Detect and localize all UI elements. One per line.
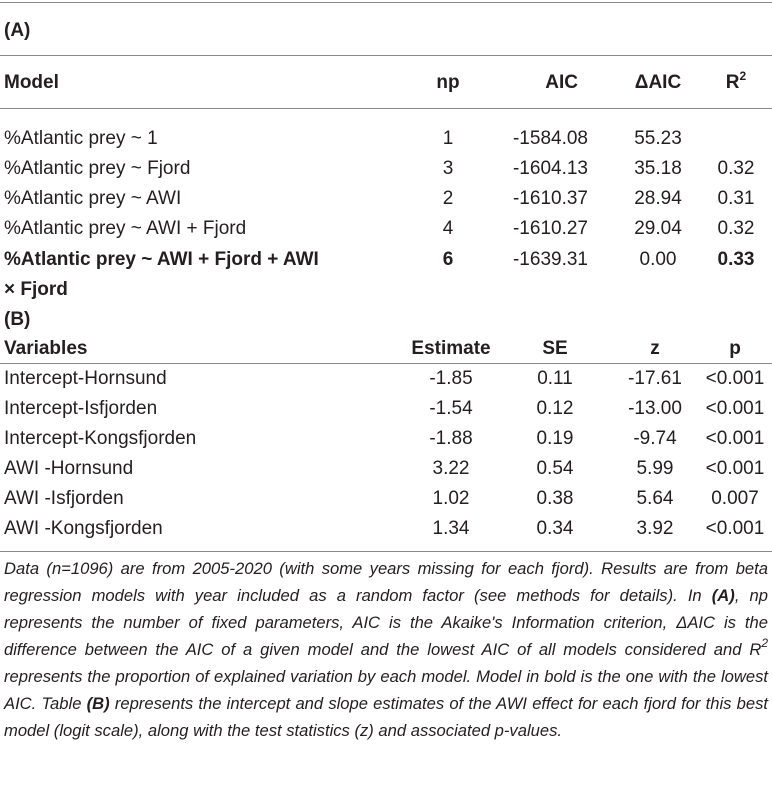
cell-z: 5.99 [636, 458, 674, 479]
cell-z: -9.74 [633, 428, 677, 449]
cell-np: 6 [442, 249, 454, 270]
cell-se: 0.38 [536, 488, 574, 509]
cell-p: <0.001 [705, 458, 765, 479]
cell-daic: 29.04 [634, 218, 682, 239]
cell-z: -17.61 [628, 368, 682, 389]
cell-se: 0.54 [536, 458, 574, 479]
cell-np: 1 [442, 128, 454, 149]
cell-p: 0.007 [711, 488, 759, 509]
top-rule [0, 2, 772, 3]
table-bottom-rule [0, 551, 772, 552]
cell-estimate: -1.88 [429, 428, 473, 449]
cell-p: <0.001 [705, 518, 765, 539]
cell-z: 5.64 [636, 488, 674, 509]
cell-daic: 0.00 [639, 249, 677, 270]
cell-variable: AWI -Kongsfjorden [4, 518, 163, 539]
cell-daic: 55.23 [634, 128, 682, 149]
cell-model-continued: × Fjord [4, 279, 68, 300]
cell-se: 0.12 [536, 398, 574, 419]
cell-np: 3 [442, 158, 454, 179]
table-footnote: Data (n=1096) are from 2005-2020 (with some years missing for each fjord). Results are from beta regression models with year included as a random factor (see methods for details). In (A), np represents the number of fixed parameters, AIC is the Akaike's Information criterion, ΔAIC is the difference between the AIC of a given model and the lowest AIC of all models considered and $R^2$ represents the proportion of explained variation by each model. Model in bold is the one with the lowest AIC. Table (B) represents the intercept and slope estimates of the AWI effect for each fjord for this best model (logit scale), along with the test statistics (z) and associated p-values. [4, 559, 768, 740]
header-variables: Variables [4, 338, 88, 359]
cell-aic: -1639.31 [512, 249, 588, 270]
cell-np: 4 [442, 218, 454, 239]
cell-variable: Intercept-Kongsfjorden [4, 428, 197, 449]
header-model: Model [4, 72, 59, 93]
table-a-header-rule [0, 108, 772, 109]
cell-r2: 0.32 [717, 158, 755, 179]
cell-se: 0.11 [537, 368, 573, 389]
cell-se: 0.34 [536, 518, 574, 539]
header-p: p [729, 338, 741, 359]
cell-variable: Intercept-Hornsund [4, 368, 167, 389]
cell-p: <0.001 [705, 398, 765, 419]
cell-r2: 0.32 [717, 218, 755, 239]
section-a-label: (A) [4, 20, 31, 41]
cell-r2: 0.33 [717, 249, 755, 270]
cell-z: -13.00 [628, 398, 682, 419]
cell-daic: 35.18 [634, 158, 682, 179]
section-b-label: (B) [4, 309, 31, 330]
table-b-header-rule [0, 363, 772, 364]
cell-p: <0.001 [705, 428, 765, 449]
cell-p: <0.001 [705, 368, 765, 389]
cell-aic: -1604.13 [512, 158, 588, 179]
cell-estimate: 3.22 [432, 458, 470, 479]
cell-model: %Atlantic prey ~ AWI + Fjord [4, 218, 247, 239]
cell-model: %Atlantic prey ~ AWI [4, 188, 182, 209]
cell-model: %Atlantic prey ~ Fjord [4, 158, 191, 179]
cell-aic: -1610.37 [512, 188, 588, 209]
cell-aic: -1584.08 [512, 128, 588, 149]
cell-model: %Atlantic prey ~ AWI + Fjord + AWI [4, 249, 319, 270]
header-estimate: Estimate [411, 338, 491, 359]
cell-estimate: -1.54 [429, 398, 473, 419]
cell-daic: 28.94 [634, 188, 682, 209]
header-r2: $R^2$ [725, 68, 747, 93]
cell-model: %Atlantic prey ~ 1 [4, 128, 158, 149]
cell-z: 3.92 [636, 518, 674, 539]
cell-estimate: 1.34 [432, 518, 470, 539]
header-aic: AIC [545, 72, 578, 93]
cell-r2: 0.31 [717, 188, 755, 209]
header-se: SE [542, 338, 568, 359]
cell-estimate: -1.85 [429, 368, 473, 389]
cell-aic: -1610.27 [512, 218, 588, 239]
cell-variable: Intercept-Isfjorden [4, 398, 158, 419]
header-np: np [436, 72, 460, 93]
header-daic: ΔAIC [634, 72, 682, 93]
cell-np: 2 [442, 188, 454, 209]
cell-variable: AWI -Isfjorden [4, 488, 124, 509]
cell-estimate: 1.02 [432, 488, 470, 509]
header-z: z [650, 338, 660, 359]
cell-se: 0.19 [536, 428, 574, 449]
cell-variable: AWI -Hornsund [4, 458, 134, 479]
section-a-rule [0, 55, 772, 56]
